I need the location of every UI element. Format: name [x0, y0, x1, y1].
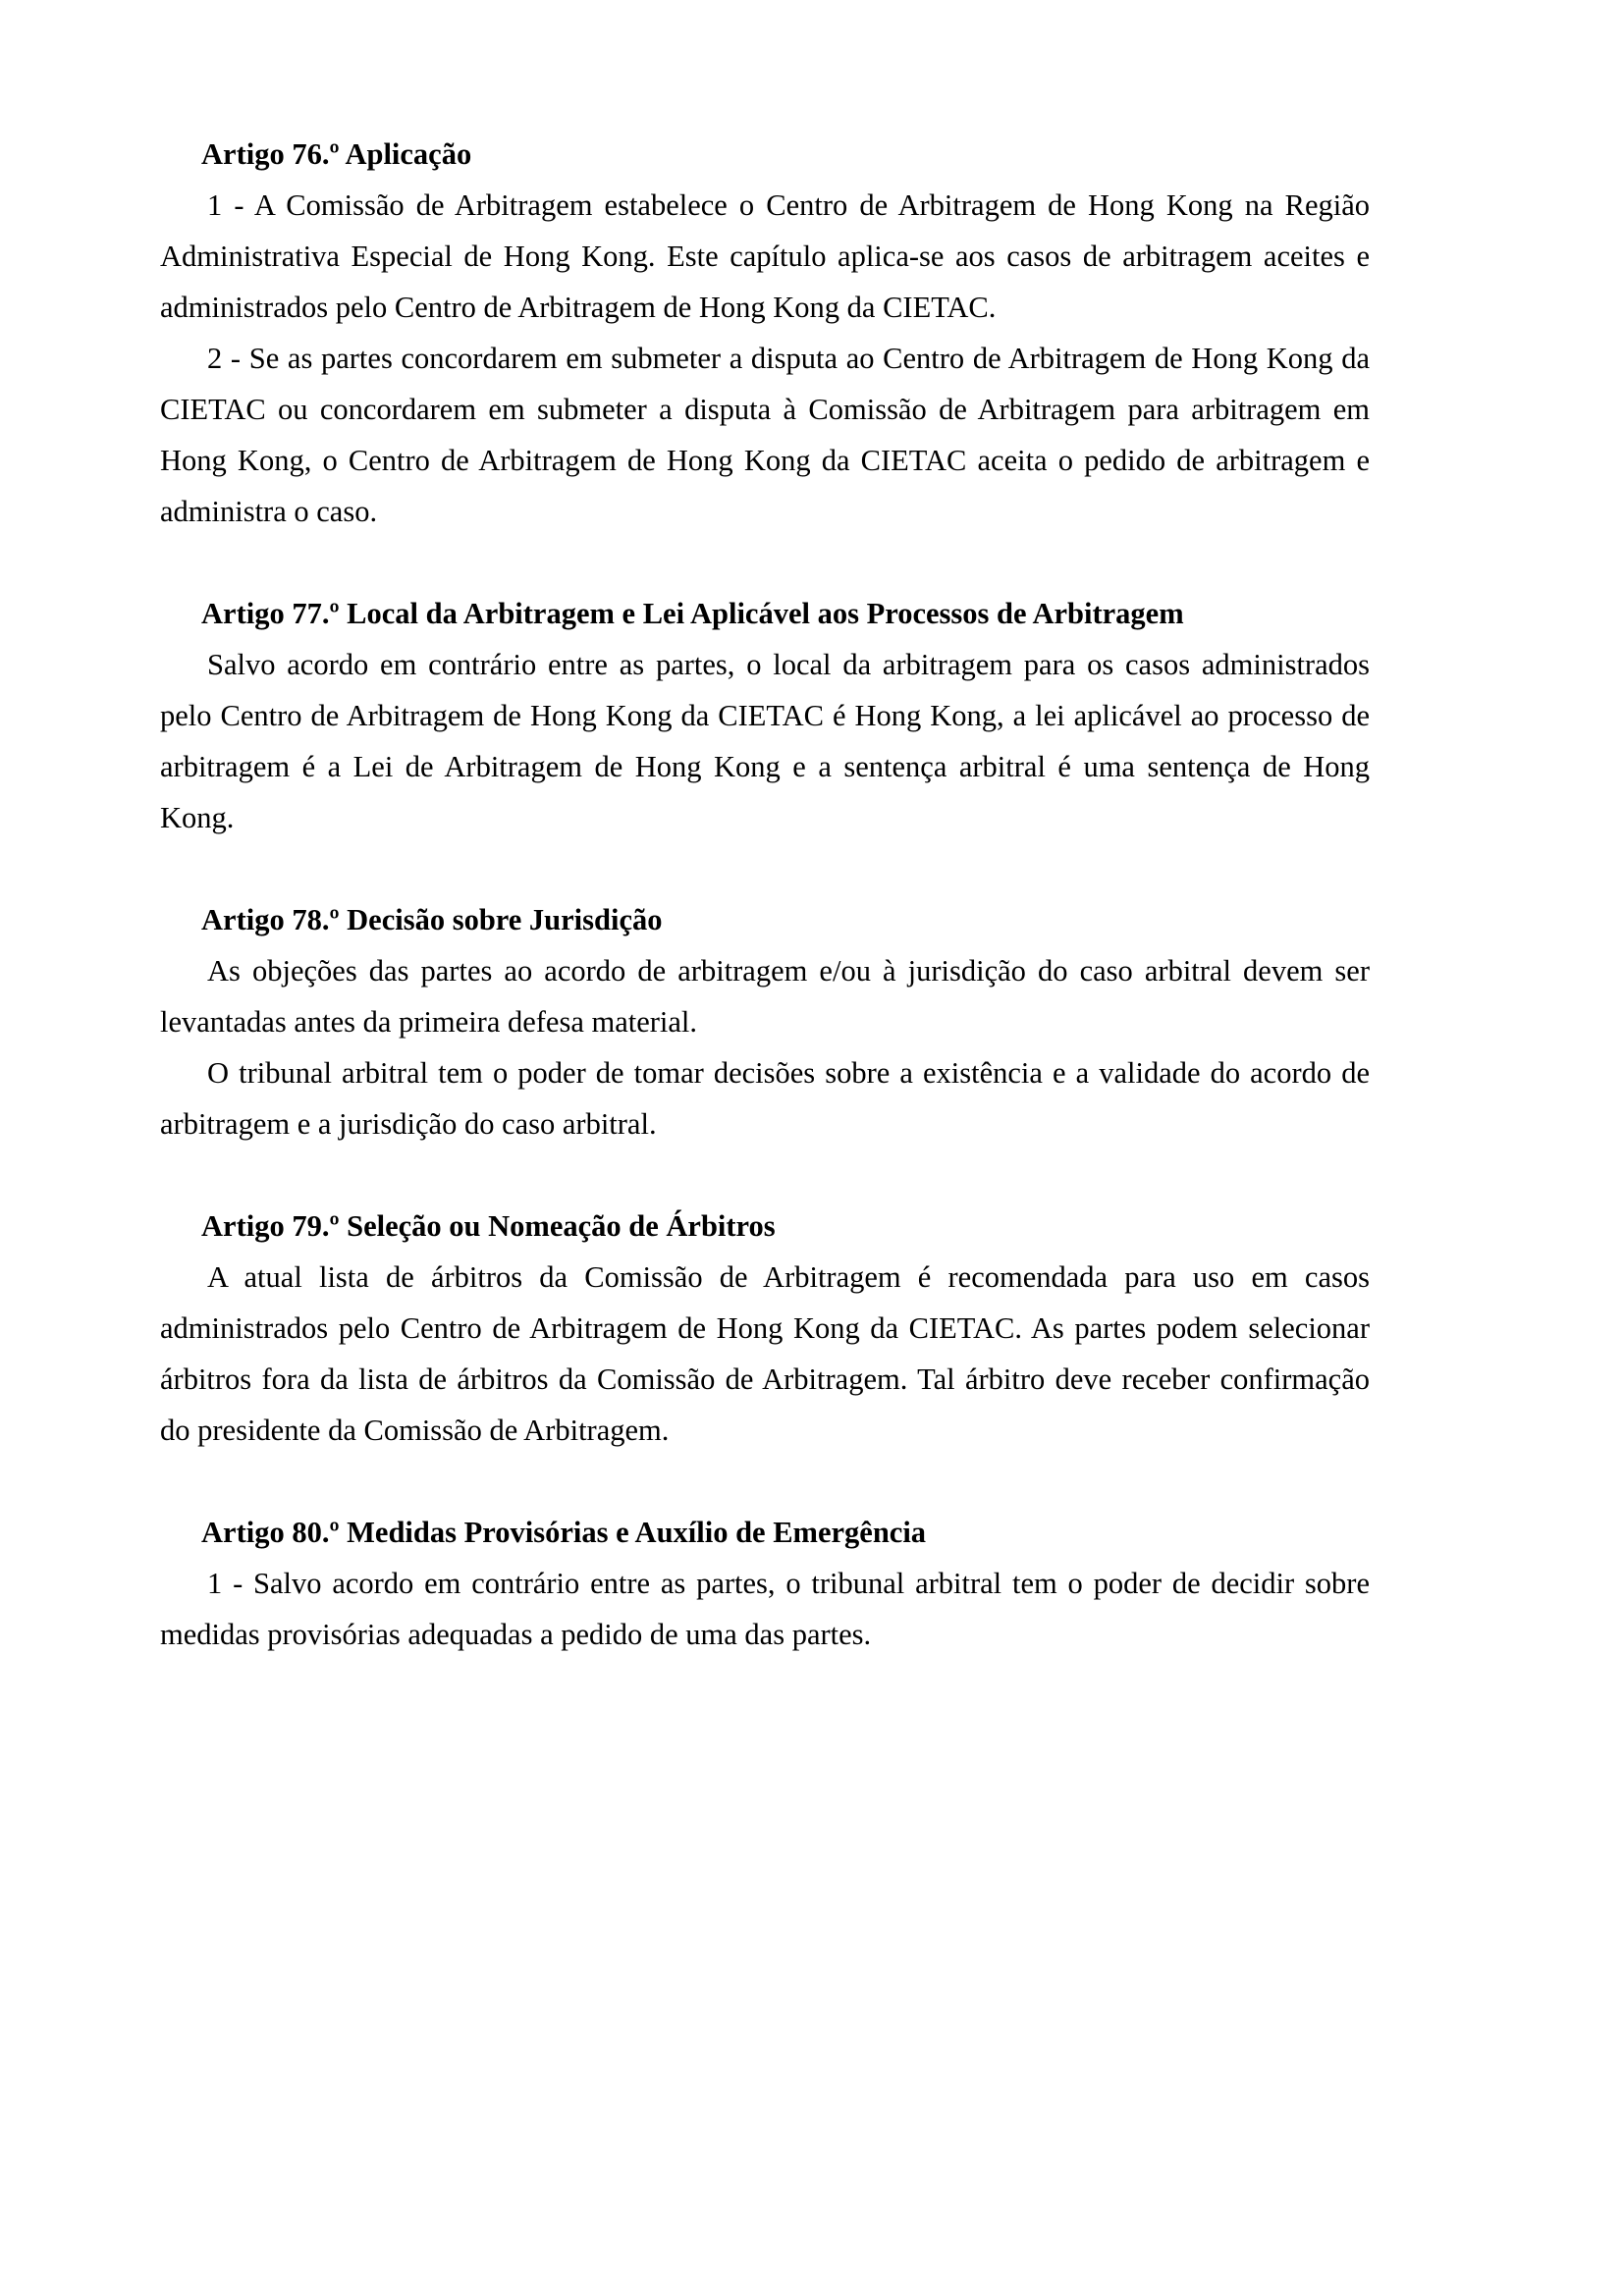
artigo-79-paragraph-1: A atual lista de árbitros da Comissão de Arbitragem é recomendada para uso em casos administrados pelo Centro de Arbitragem de Hong Kong da CIETAC. As partes podem selecionar árbitros fora da lista de árbitros da Comissão de Arbitragem. Tal árbitro deve receber confirmação do presidente da Comissão de Arbitragem. — [160, 1260, 1370, 1447]
artigo-76-paragraph-2: 2 - Se as partes concordarem em submeter a disputa ao Centro de Arbitragem de Hong Kong da CIETAC ou concordarem em submeter a disputa à Comissão de Arbitragem para arbitragem em Hong Kong, o Centro de Arbitragem de Hong Kong da CIETAC aceita o pedido de arbitragem e administra o caso. — [160, 342, 1370, 528]
section-spacer — [160, 1456, 1370, 1507]
artigo-80-heading: Artigo 80.º Medidas Provisórias e Auxílio de Emergência — [201, 1516, 927, 1549]
document-body — [160, 129, 1370, 1660]
artigo-77-heading: Artigo 77.º Local da Arbitragem e Lei Aplicável aos Processos de Arbitragem — [201, 597, 1184, 630]
artigo-78-paragraph-2: O tribunal arbitral tem o poder de tomar decisões sobre a existência e a validade do acordo de arbitragem e a jurisdição do caso arbitral. — [160, 1056, 1370, 1141]
artigo-78-heading: Artigo 78.º Decisão sobre Jurisdição — [201, 903, 663, 936]
section-spacer — [160, 537, 1370, 588]
section-spacer — [160, 843, 1370, 894]
artigo-76-heading: Artigo 76.º Aplicação — [201, 137, 472, 171]
artigo-76-paragraph-1: 1 - A Comissão de Arbitragem estabelece o Centro de Arbitragem de Hong Kong na Região Administrativa Especial de Hong Kong. Este capítulo aplica-se aos casos de arbitragem aceites e administrados pelo Centro de Arbitragem de Hong Kong da CIETAC. — [160, 188, 1370, 324]
artigo-79-heading: Artigo 79.º Seleção ou Nomeação de Árbitros — [201, 1209, 776, 1243]
artigo-80-paragraph-1: 1 - Salvo acordo em contrário entre as partes, o tribunal arbitral tem o poder de decidir sobre medidas provisórias adequadas a pedido de uma das partes. — [160, 1567, 1370, 1651]
artigo-78-paragraph-1: As objeções das partes ao acordo de arbitragem e/ou à jurisdição do caso arbitral devem ser levantadas antes da primeira defesa material. — [160, 954, 1370, 1039]
artigo-77-paragraph-1: Salvo acordo em contrário entre as partes, o local da arbitragem para os casos administrados pelo Centro de Arbitragem de Hong Kong da CIETAC é Hong Kong, a lei aplicável ao processo de arbitragem é a Lei de Arbitragem de Hong Kong e a sentença arbitral é uma sentença de Hong Kong. — [160, 648, 1370, 834]
section-spacer — [160, 1149, 1370, 1201]
